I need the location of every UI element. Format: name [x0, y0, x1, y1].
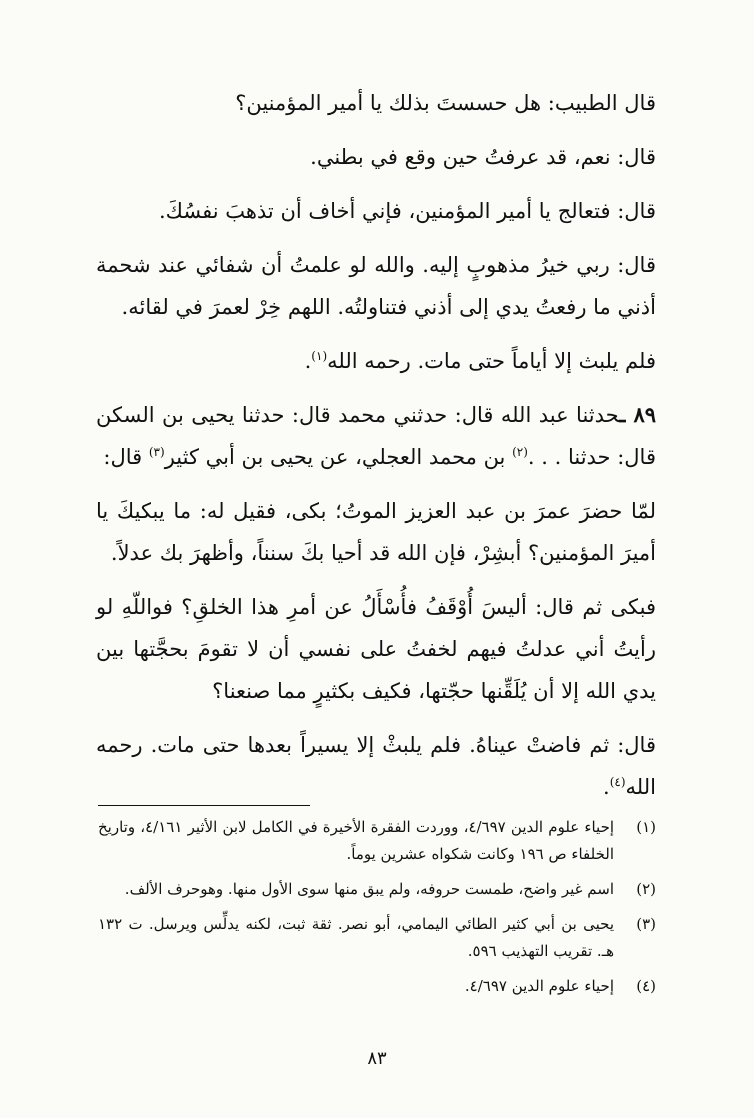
page-number: ٨٣ — [367, 1048, 387, 1069]
paragraph-hadith-89 — [96, 394, 656, 478]
isnad-part-2: بن محمد العجلي، عن يحيى بن أبي كثير — [164, 445, 513, 469]
footnote-text: اسم غير واضح، طمست حروفه، ولم يبق منها سوى الأول منها. وهوحرف الألف. — [124, 880, 614, 898]
footnote-2 — [98, 876, 656, 903]
footnote-ref: (١) — [311, 349, 328, 363]
footnote-text: يحيى بن أبي كثير الطائي اليمامي، أبو نصر. ثقة ثبت، لكنه يدلِّس ويرسل. ت ١٣٢ هـ. تقريب التهذيب ٥٩٦. — [98, 915, 614, 960]
paragraph-text: فبكى ثم قال: أليسَ أُوْقَفُ فأُسْأَلُ عن أمرِ هذا الخلقِ؟ فواللّهِ لو رأيتُ أني عدلتُ فيهم لخفتُ على نفسي أن لا تقومَ بحجَّتها بين يدي الله إلا أن يُلَقِّنها حجّتها، فكيف بكثيرٍ مما صنعنا؟ — [96, 595, 656, 703]
paragraph-treatment-advice — [96, 190, 656, 232]
paragraph-text: قال: ربي خيرُ مذهوبٍ إليه. والله لو علمتُ أن شفائي عند شحمة أذني ما رفعتُ يدي إلى أذني فتناولتُه. اللهم خِرْ لعمرَ في لقائه. — [96, 253, 656, 319]
paragraph-tail: . — [603, 775, 610, 799]
footnote-label: (٤) — [636, 977, 656, 995]
paragraph-text: قال الطبيب: هل حسستَ بذلك يا أمير المؤمنين؟ — [235, 91, 656, 115]
footnotes — [98, 814, 656, 1008]
footnote-1 — [98, 814, 656, 868]
paragraph-physician-question — [96, 82, 656, 124]
paragraph-death — [96, 340, 656, 382]
paragraph-weeping — [96, 586, 656, 712]
paragraph-final — [96, 724, 656, 808]
paragraph-tail: . — [304, 349, 312, 373]
footnote-ref: (٣) — [148, 445, 165, 459]
isnad-part-3: قال: — [103, 445, 149, 469]
paragraph-text: لمّا حضرَ عمرَ بن عبد العزيز الموتُ؛ بكى، فقيل له: ما يبكيكَ يا أميرَ المؤمنين؟ أبشِرْ، فإن الله قد أحيا بكَ سنناً، وأظهرَ بك عدلاً. — [96, 499, 656, 565]
footnote-text: إحياء علوم الدين ٤/٦٩٧. — [464, 977, 614, 995]
main-text — [96, 82, 656, 820]
paragraph-text: قال: فتعالج يا أمير المؤمنين، فإني أخاف أن تذهبَ نفسُكَ. — [158, 199, 656, 223]
footnote-4 — [98, 973, 656, 1000]
footnote-divider — [98, 805, 310, 806]
footnote-3 — [98, 911, 656, 965]
paragraph-text: قال: نعم، قد عرفتُ حين وقع في بطني. — [310, 145, 656, 169]
isnad-part-1: حدثنا عبد الله قال: حدثني محمد قال: حدثنا يحيى بن السكن قال: حدثنا . . . — [96, 403, 656, 469]
paragraph-reply — [96, 244, 656, 328]
hadith-number: ٨٩ ـ — [619, 402, 657, 427]
paragraph-text: قال: ثم فاضتْ عيناهُ. فلم يلبثْ إلا يسيراً بعدها حتى مات. رحمه الله — [96, 733, 656, 799]
paragraph-text: فلم يلبث إلا أياماً حتى مات. رحمه الله — [327, 349, 656, 373]
footnote-label: (٢) — [636, 880, 656, 898]
footnote-label: (٣) — [636, 915, 656, 933]
footnote-ref: (٢) — [512, 445, 528, 459]
paragraph-answer-yes — [96, 136, 656, 178]
paragraph-deathbed — [96, 490, 656, 574]
footnote-ref: (٤) — [609, 775, 626, 789]
footnote-label: (١) — [636, 818, 656, 836]
footnote-text: إحياء علوم الدين ٤/٦٩٧، ووردت الفقرة الأخيرة في الكامل لابن الأثير ٤/١٦١، وتاريخ الخلفاء ص ١٩٦ وكانت شكواه عشرين يوماً. — [98, 818, 615, 863]
